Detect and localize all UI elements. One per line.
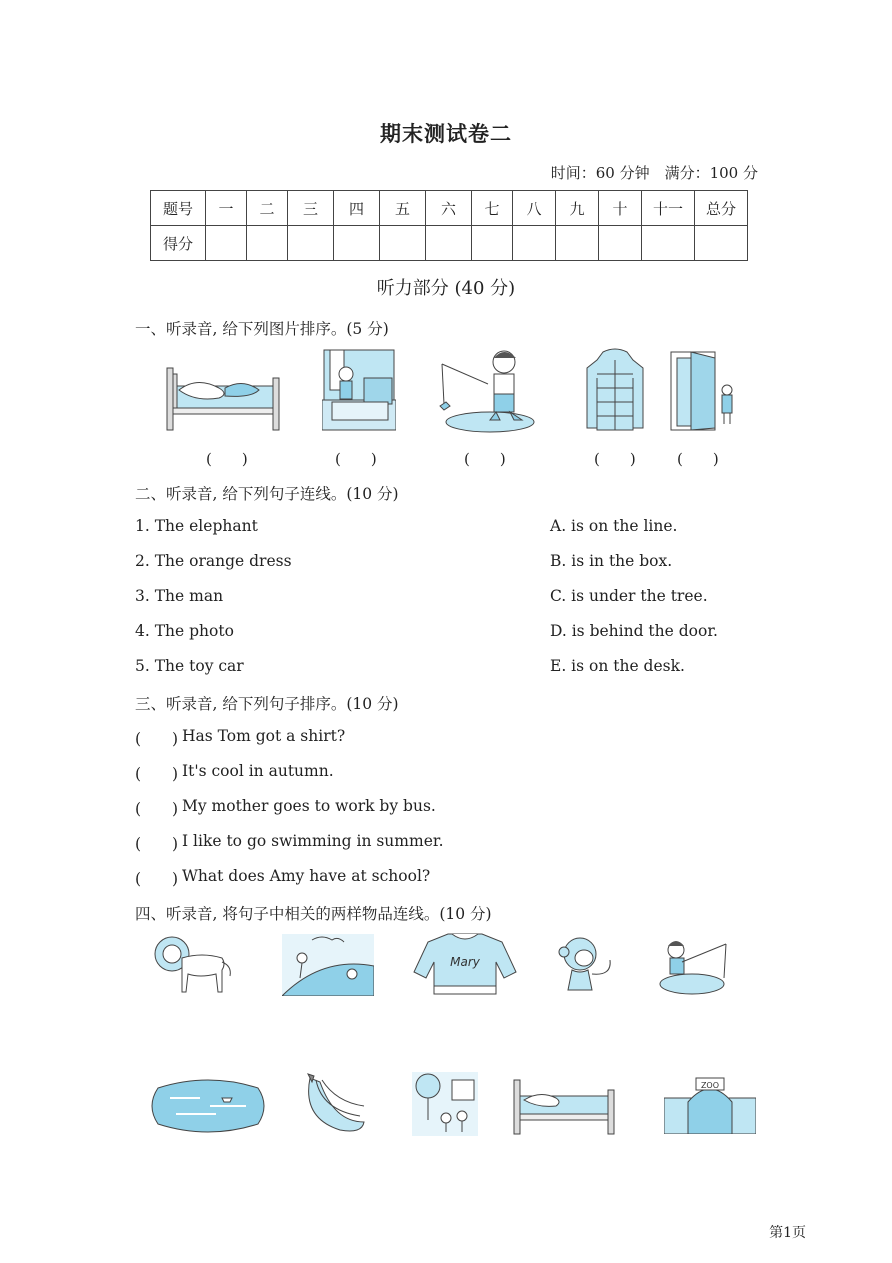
q2-right-item-d: D. is behind the door. xyxy=(550,622,718,640)
q3-answer-blank-1[interactable]: ( ) xyxy=(135,730,179,748)
q3-sentence-1: Has Tom got a shirt? xyxy=(182,727,346,745)
park-icon xyxy=(412,1072,478,1136)
score-input-cell[interactable] xyxy=(599,226,642,261)
q3-sentence-2: It's cool in autumn. xyxy=(182,762,334,780)
table-cell: 一 xyxy=(206,191,247,226)
sweater-text: Mary xyxy=(450,955,480,969)
zoo-gate-icon xyxy=(664,1076,756,1134)
page-number: 第1页 xyxy=(769,1225,806,1241)
q2-left-item-5: 5. The toy car xyxy=(135,657,244,675)
page-title: 期末测试卷二 xyxy=(380,121,512,146)
monkey-icon xyxy=(556,934,616,996)
q1-answer-blank-5[interactable]: ( ) xyxy=(677,450,719,468)
score-input-cell[interactable] xyxy=(426,226,472,261)
table-cell: 得分 xyxy=(151,226,206,261)
score-input-cell[interactable] xyxy=(247,226,288,261)
girl-at-window-icon xyxy=(322,348,396,434)
q2-right-item-c: C. is under the tree. xyxy=(550,587,708,605)
q3-answer-blank-3[interactable]: ( ) xyxy=(135,800,179,818)
bed-icon xyxy=(512,1074,616,1136)
score-table-score-row xyxy=(151,226,748,261)
table-cell: 六 xyxy=(426,191,472,226)
q2-title: 二、听录音, 给下列句子连线。(10 分) xyxy=(135,485,399,503)
q3-answer-blank-2[interactable]: ( ) xyxy=(135,765,179,783)
score-input-cell[interactable] xyxy=(642,226,695,261)
table-cell: 八 xyxy=(513,191,556,226)
boy-fishing-icon xyxy=(658,936,730,996)
table-cell: 四 xyxy=(334,191,380,226)
q2-left-item-2: 2. The orange dress xyxy=(135,552,292,570)
q2-left-item-4: 4. The photo xyxy=(135,622,234,640)
score-table xyxy=(150,190,748,261)
kids-playing-icon xyxy=(282,934,374,996)
q3-title: 三、听录音, 给下列句子排序。(10 分) xyxy=(135,695,399,713)
girl-at-door-icon xyxy=(669,350,737,432)
score-input-cell[interactable] xyxy=(334,226,380,261)
q4-title: 四、听录音, 将句子中相关的两样物品连线。(10 分) xyxy=(135,905,492,923)
q2-right-item-a: A. is on the line. xyxy=(550,517,678,535)
lion-icon xyxy=(152,932,236,996)
score-input-cell[interactable] xyxy=(556,226,599,261)
q1-answer-blank-2[interactable]: ( ) xyxy=(335,450,377,468)
table-cell: 十 xyxy=(599,191,642,226)
table-cell: 二 xyxy=(247,191,288,226)
lake-icon xyxy=(150,1076,268,1136)
table-cell: 十一 xyxy=(642,191,695,226)
listening-section-header: 听力部分 (40 分) xyxy=(376,278,516,299)
table-cell: 三 xyxy=(288,191,334,226)
jacket-icon xyxy=(585,348,645,434)
score-input-cell[interactable] xyxy=(206,226,247,261)
bananas-icon xyxy=(302,1072,368,1136)
zoo-sign-text: ZOO xyxy=(700,1081,720,1090)
q2-left-item-3: 3. The man xyxy=(135,587,224,605)
score-input-cell[interactable] xyxy=(513,226,556,261)
q2-left-item-1: 1. The elephant xyxy=(135,517,258,535)
table-cell: 题号 xyxy=(151,191,206,226)
q3-answer-blank-5[interactable]: ( ) xyxy=(135,870,179,888)
q1-answer-blank-4[interactable]: ( ) xyxy=(594,450,636,468)
table-cell: 七 xyxy=(472,191,513,226)
score-table-header-row xyxy=(151,191,748,226)
q2-right-item-e: E. is on the desk. xyxy=(550,657,685,675)
time-info: 时间：60 分钟 满分：100 分 xyxy=(550,164,758,182)
q1-answer-blank-3[interactable]: ( ) xyxy=(464,450,506,468)
q1-answer-blank-1[interactable]: ( ) xyxy=(206,450,248,468)
sweater-icon xyxy=(412,930,518,996)
q3-sentence-5: What does Amy have at school? xyxy=(182,867,431,885)
q2-right-item-b: B. is in the box. xyxy=(550,552,673,570)
score-input-cell[interactable] xyxy=(472,226,513,261)
q3-sentence-3: My mother goes to work by bus. xyxy=(182,797,436,815)
score-input-cell[interactable] xyxy=(288,226,334,261)
q1-title: 一、听录音, 给下列图片排序。(5 分) xyxy=(135,320,389,338)
table-cell: 总分 xyxy=(695,191,748,226)
bed-icon xyxy=(165,356,283,434)
table-cell: 九 xyxy=(556,191,599,226)
score-input-cell[interactable] xyxy=(380,226,426,261)
score-input-cell[interactable] xyxy=(695,226,748,261)
q3-sentence-4: I like to go swimming in summer. xyxy=(182,832,444,850)
table-cell: 五 xyxy=(380,191,426,226)
q3-answer-blank-4[interactable]: ( ) xyxy=(135,835,179,853)
boy-fishing-icon xyxy=(438,348,536,434)
